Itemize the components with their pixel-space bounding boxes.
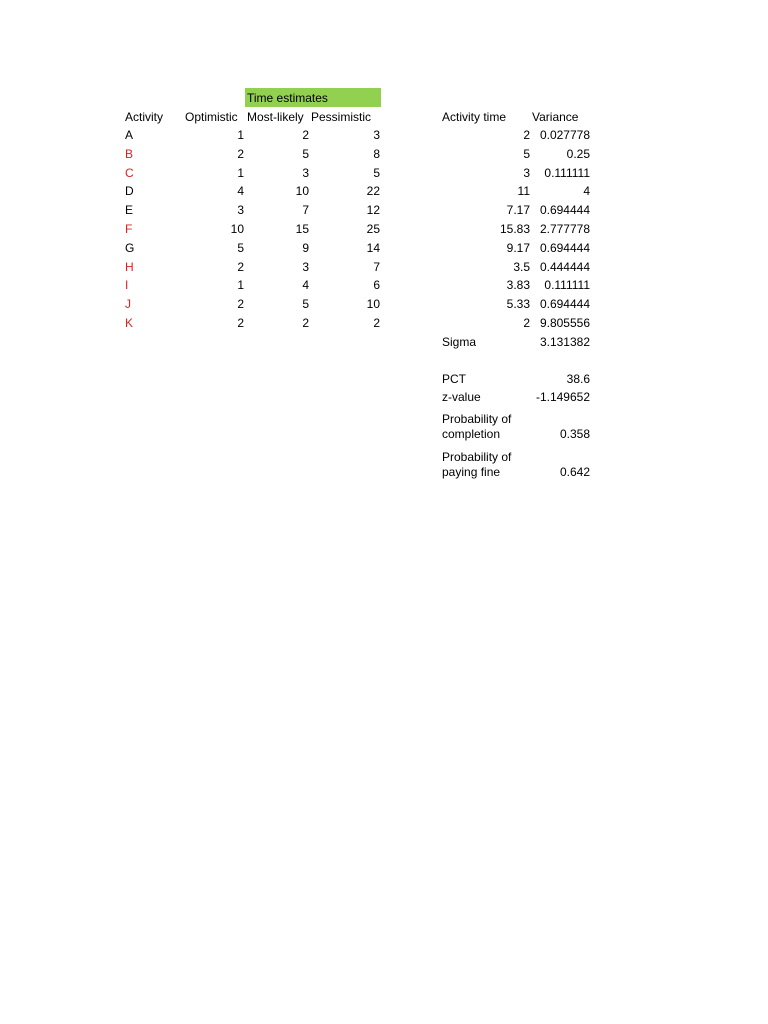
activity-cell: K xyxy=(125,316,134,330)
pessimistic-cell: 12 xyxy=(366,203,380,217)
activity-time-cell: 7.17 xyxy=(506,203,530,217)
variance-cell: 4 xyxy=(583,184,590,198)
pessimistic-cell: 2 xyxy=(373,316,380,330)
variance-cell: 2.777778 xyxy=(539,222,590,236)
prob-fine-label-line2: paying fine xyxy=(442,465,501,479)
most-likely-cell: 7 xyxy=(302,203,309,217)
variance-cell: 0.444444 xyxy=(539,260,590,274)
sigma-value: 3.131382 xyxy=(539,335,590,349)
header-optimistic: Optimistic xyxy=(185,110,238,124)
optimistic-cell: 10 xyxy=(230,222,244,236)
activity-time-cell: 5.33 xyxy=(506,297,530,311)
activity-cell: D xyxy=(125,184,134,198)
header-pessimistic: Pessimistic xyxy=(311,110,372,124)
pessimistic-cell: 25 xyxy=(366,222,380,236)
activity-time-cell: 2 xyxy=(523,128,530,142)
header-activity: Activity xyxy=(125,110,164,124)
variance-cell: 9.805556 xyxy=(539,316,590,330)
variance-cell: 0.111111 xyxy=(544,166,590,180)
prob-completion-value: 0.358 xyxy=(559,427,590,441)
activity-cell: I xyxy=(125,278,129,292)
pct-label: PCT xyxy=(442,372,466,386)
most-likely-cell: 15 xyxy=(295,222,309,236)
activity-cell: E xyxy=(125,203,134,217)
activity-time-cell: 2 xyxy=(523,316,530,330)
most-likely-cell: 2 xyxy=(302,128,309,142)
pessimistic-cell: 5 xyxy=(373,166,380,180)
optimistic-cell: 4 xyxy=(237,184,244,198)
activity-cell: A xyxy=(125,128,134,142)
activity-time-cell: 3.83 xyxy=(506,278,530,292)
most-likely-cell: 3 xyxy=(302,166,309,180)
z-value-value: -1.149652 xyxy=(535,390,590,404)
optimistic-cell: 3 xyxy=(237,203,244,217)
variance-cell: 0.694444 xyxy=(539,297,590,311)
activity-cell: H xyxy=(125,260,134,274)
activity-cell: C xyxy=(125,166,134,180)
most-likely-cell: 3 xyxy=(302,260,309,274)
most-likely-cell: 10 xyxy=(295,184,309,198)
pessimistic-cell: 14 xyxy=(366,241,380,255)
activity-time-cell: 5 xyxy=(523,147,530,161)
activity-time-cell: 11 xyxy=(517,184,530,198)
variance-cell: 0.694444 xyxy=(539,203,590,217)
time-estimates-header: Time estimates xyxy=(247,91,328,105)
pessimistic-cell: 22 xyxy=(366,184,380,198)
variance-cell: 0.111111 xyxy=(544,278,590,292)
header-activity-time: Activity time xyxy=(442,110,507,124)
activity-cell: F xyxy=(125,222,133,236)
pessimistic-cell: 8 xyxy=(373,147,380,161)
activity-cell: J xyxy=(125,297,131,311)
pessimistic-cell: 7 xyxy=(373,260,380,274)
variance-cell: 0.027778 xyxy=(539,128,590,142)
optimistic-cell: 2 xyxy=(237,316,244,330)
most-likely-cell: 5 xyxy=(302,147,309,161)
most-likely-cell: 5 xyxy=(302,297,309,311)
optimistic-cell: 2 xyxy=(237,147,244,161)
activity-time-cell: 9.17 xyxy=(506,241,530,255)
most-likely-cell: 9 xyxy=(302,241,309,255)
pessimistic-cell: 10 xyxy=(366,297,380,311)
most-likely-cell: 4 xyxy=(302,278,309,292)
activity-cell: B xyxy=(125,147,134,161)
activity-time-cell: 3 xyxy=(523,166,530,180)
activity-time-cell: 3.5 xyxy=(513,260,530,274)
sigma-label: Sigma xyxy=(442,335,477,349)
prob-completion-label-line1: Probability of xyxy=(442,412,512,426)
z-value-label: z-value xyxy=(442,390,481,404)
optimistic-cell: 1 xyxy=(237,128,244,142)
pessimistic-cell: 3 xyxy=(373,128,380,142)
variance-cell: 0.25 xyxy=(566,147,590,161)
header-variance: Variance xyxy=(532,110,579,124)
most-likely-cell: 2 xyxy=(302,316,309,330)
prob-fine-value: 0.642 xyxy=(559,465,590,479)
optimistic-cell: 1 xyxy=(237,166,244,180)
optimistic-cell: 2 xyxy=(237,297,244,311)
prob-fine-label-line1: Probability of xyxy=(442,450,512,464)
optimistic-cell: 5 xyxy=(237,241,244,255)
prob-completion-label-line2: completion xyxy=(442,427,501,441)
header-most-likely: Most-likely xyxy=(247,110,304,124)
activity-cell: G xyxy=(125,241,135,255)
pct-value: 38.6 xyxy=(566,372,590,386)
pessimistic-cell: 6 xyxy=(373,278,380,292)
variance-cell: 0.694444 xyxy=(539,241,590,255)
optimistic-cell: 1 xyxy=(237,278,244,292)
optimistic-cell: 2 xyxy=(237,260,244,274)
activity-time-cell: 15.83 xyxy=(499,222,530,236)
